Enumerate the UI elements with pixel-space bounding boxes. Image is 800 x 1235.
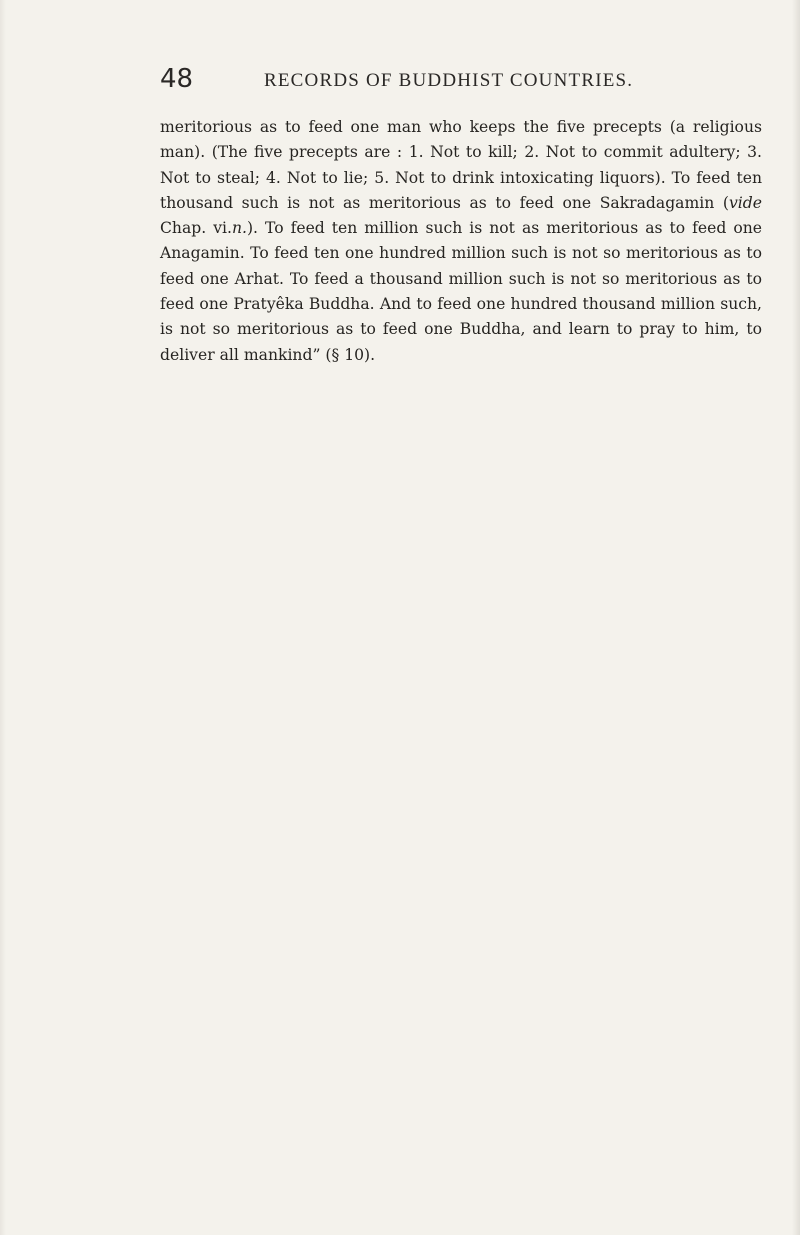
body-paragraph	[160, 115, 762, 368]
body-text-segment: ). To feed ten million such is not as meritorious as to feed one Anagamin. To feed ten one hundred million such is not so meritorious as to feed one Arhat. To feed a thousand million such is not so meritorious as to feed one Pratyêka Buddha. And to feed one hundred thousand million such, is not so meritorious as to feed one Buddha, and learn to pray to him, to deliver all mankind” (§ 10).	[160, 219, 763, 364]
italic-vide: vide	[728, 193, 762, 212]
body-text-segment: meritorious as to feed one man who keeps the five precepts (a religious man). (The five precepts are : 1. Not to kill; 2. Not to commit adultery; 3. Not to steal; 4. Not to lie; 5. Not to drink intoxicating liquors). To feed ten thousand such is not as meritorious as to feed one Sakradagamin (	[160, 118, 762, 212]
body-text-segment: Chap. vi.	[160, 219, 232, 238]
running-title: RECORDS OF BUDDHIST COUNTRIES.	[264, 70, 634, 91]
page-edge-left	[0, 0, 6, 1235]
italic-note: n.	[231, 219, 247, 238]
page-number: 48	[160, 64, 194, 94]
page-edge-right	[792, 0, 800, 1235]
